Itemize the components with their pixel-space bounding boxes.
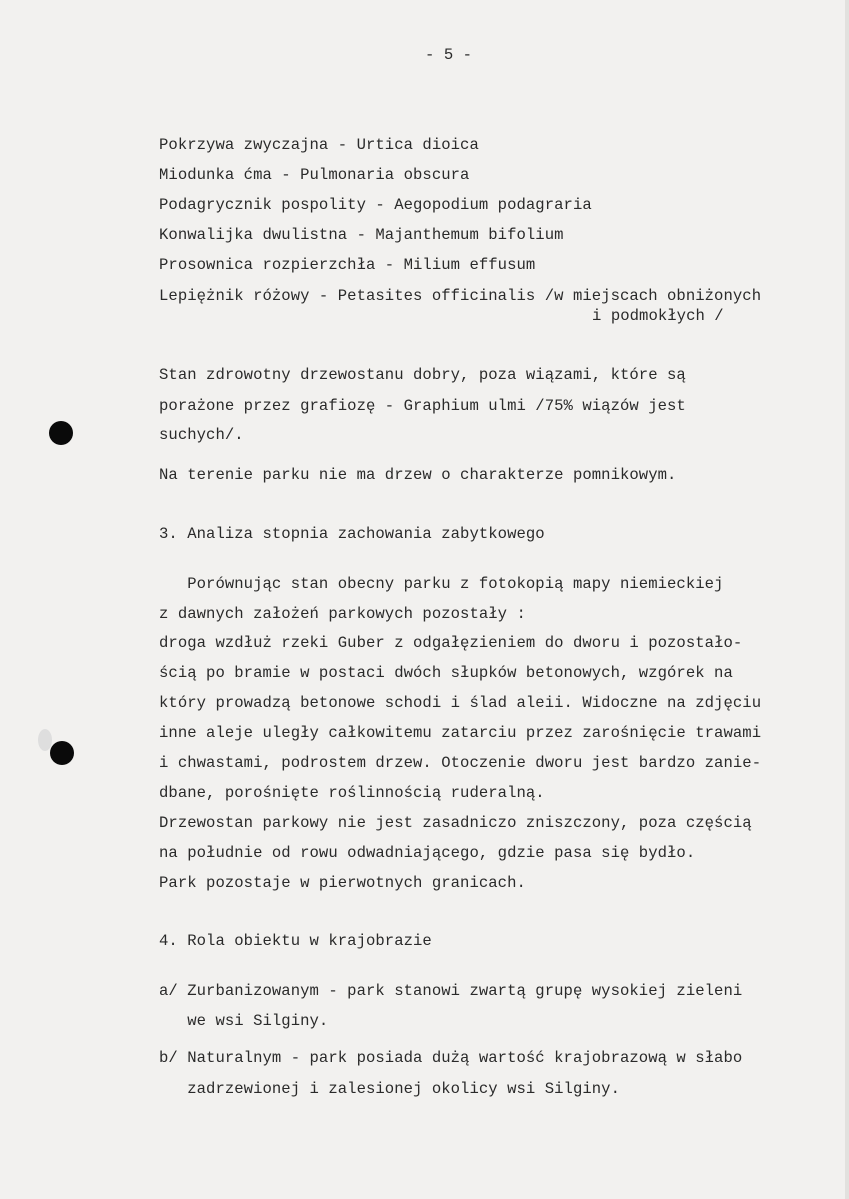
plant-line: Konwalijka dwulistna - Majanthemum bifolium xyxy=(159,226,564,244)
plant-line: Lepiężnik różowy - Petasites officinalis /w miejscach obniżonych xyxy=(159,287,762,305)
section3-line: Park pozostaje w pierwotnych granicach. xyxy=(159,874,526,892)
monument-note: Na terenie parku nie ma drzew o charakterze pomnikowym. xyxy=(159,466,677,484)
section3-line: droga wzdłuż rzeki Guber z odgałęzieniem do dworu i pozostało- xyxy=(159,634,743,652)
section3-line: Porównując stan obecny parku z fotokopią mapy niemieckiej xyxy=(159,575,724,593)
list-item-a-continuation: we wsi Silginy. xyxy=(159,1012,329,1030)
health-paragraph-line: Stan zdrowotny drzewostanu dobry, poza wiązami, które są xyxy=(159,366,686,384)
page-number: - 5 - xyxy=(425,46,473,64)
plant-line-continuation: i podmokłych / xyxy=(592,307,724,325)
page-edge xyxy=(845,0,849,1199)
list-item-b-continuation: zadrzewionej i zalesionej okolicy wsi Silginy. xyxy=(159,1080,620,1098)
section3-line: na południe od rowu odwadniającego, gdzie pasa się bydło. xyxy=(159,844,696,862)
section3-line: inne aleje uległy całkowitemu zatarciu przez zarośnięcie trawami xyxy=(159,724,762,742)
section3-line: i chwastami, podrostem drzew. Otoczenie dworu jest bardzo zanie- xyxy=(159,754,762,772)
plant-line: Podagrycznik pospolity - Aegopodium podagraria xyxy=(159,196,592,214)
punch-hole-top xyxy=(49,421,73,445)
section3-line: ścią po bramie w postaci dwóch słupków betonowych, wzgórek na xyxy=(159,664,733,682)
plant-line: Prosownica rozpierzchła - Milium effusum xyxy=(159,256,536,274)
plant-line: Miodunka ćma - Pulmonaria obscura xyxy=(159,166,470,184)
section3-line: który prowadzą betonowe schodi i ślad aleii. Widoczne na zdjęciu xyxy=(159,694,762,712)
health-paragraph-line: porażone przez grafiozę - Graphium ulmi /75% wiązów jest xyxy=(159,397,686,415)
plant-line: Pokrzywa zwyczajna - Urtica dioica xyxy=(159,136,479,154)
section3-line: Drzewostan parkowy nie jest zasadniczo zniszczony, poza częścią xyxy=(159,814,752,832)
health-paragraph-line: suchych/. xyxy=(159,426,244,444)
section3-line: z dawnych założeń parkowych pozostały : xyxy=(159,605,526,623)
list-item-a: a/ Zurbanizowanym - park stanowi zwartą grupę wysokiej zieleni xyxy=(159,982,743,1000)
section-heading: 3. Analiza stopnia zachowania zabytkowego xyxy=(159,525,545,543)
section3-line: dbane, porośnięte roślinnością ruderalną. xyxy=(159,784,545,802)
section-heading: 4. Rola obiektu w krajobrazie xyxy=(159,932,432,950)
list-item-b: b/ Naturalnym - park posiada dużą wartość krajobrazową w słabo xyxy=(159,1049,743,1067)
punch-hole-bottom xyxy=(50,741,74,765)
